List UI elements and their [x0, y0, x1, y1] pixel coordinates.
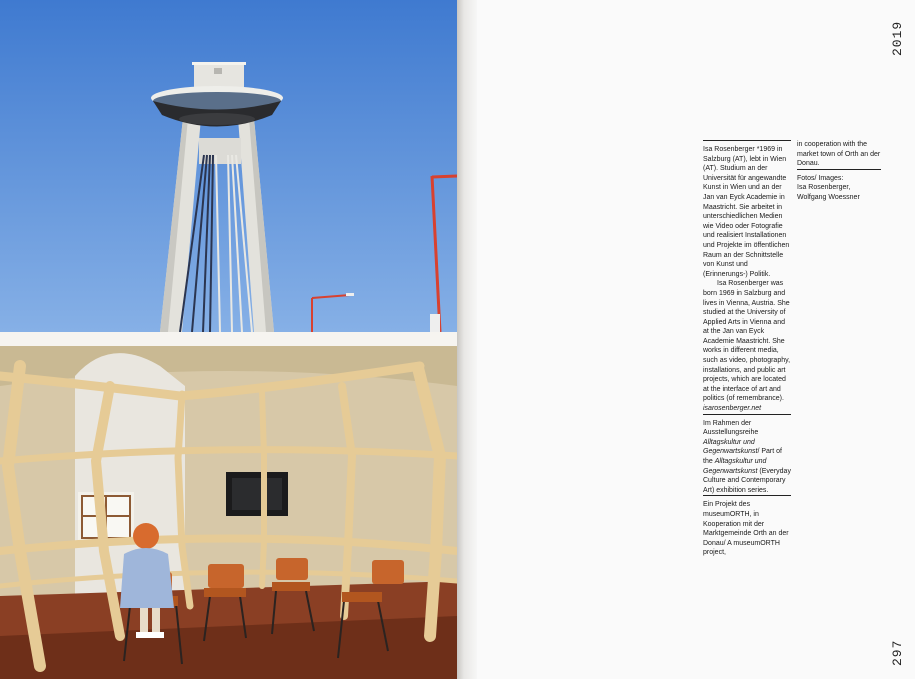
project-note-english: in cooperation with the market town of Orth an der Donau.	[797, 141, 881, 168]
gallery-room-photo	[0, 346, 457, 679]
gallery-illustration	[0, 346, 457, 679]
series-note-part: (Everyday Culture and Contemporary Art) exhibition series.	[703, 467, 791, 494]
rule	[703, 495, 791, 496]
text-column-right	[797, 140, 881, 203]
bio-german: Isa Rosenberger *1969 in Salzburg (AT), lebt in Wien (AT). Studium an der Universität für angewandte Kunst in Wien und an der Jan van Eyck Academie in Maastricht. Sie arbeitet in unterschiedlichen Medien wie Video oder Fotografie und realisiert Installationen und Projekte im öffentlichen Raum an der Schnittstelle von Kunst und (Erinnerungs-) Politik.	[703, 146, 790, 278]
bio-english: Isa Rosenberger was born 1969 in Salzburg and lives in Vienna, Austria. She studied at the University of Applied Arts in Vienna and at the Jan van Eyck Academie Maastricht. She works in different media, such as video, photography, installations, and public art projects, which are located at the interface of art and politics (of remembrance).	[703, 280, 791, 403]
photo-divider	[0, 332, 457, 346]
artist-website: isarosenberger.net	[703, 405, 762, 413]
page-gutter	[457, 0, 477, 679]
right-page	[477, 0, 915, 679]
left-page	[0, 0, 457, 679]
year-label	[884, 22, 914, 62]
tower-illustration	[0, 0, 457, 332]
year-text: 2019	[890, 20, 905, 56]
series-note-part: Im Rahmen der Ausstellungsreihe	[703, 419, 759, 437]
credits-names: Isa Rosenberger, Wolfgang Woessner	[797, 184, 860, 201]
rule	[703, 414, 791, 415]
project-note-german: Ein Projekt des museumORTH, in Kooperation mit der Marktgemeinde Orth an der Donau/ A museumORTH project,	[703, 501, 789, 557]
text-column-left	[703, 140, 791, 558]
series-note	[703, 419, 791, 496]
credits-label: Fotos/ Images:	[797, 174, 844, 182]
series-title-emphasis: Alltagskultur und Gegenwartskunst	[703, 458, 767, 475]
series-note-part: / Part of the	[703, 448, 782, 465]
page-number	[884, 632, 914, 672]
tower-photo	[0, 0, 457, 332]
rule	[797, 169, 881, 170]
rule	[703, 140, 791, 141]
page-number-text: 297	[890, 639, 905, 666]
series-title-emphasis: Alltagskultur und Gegenwartskunst	[703, 438, 758, 456]
